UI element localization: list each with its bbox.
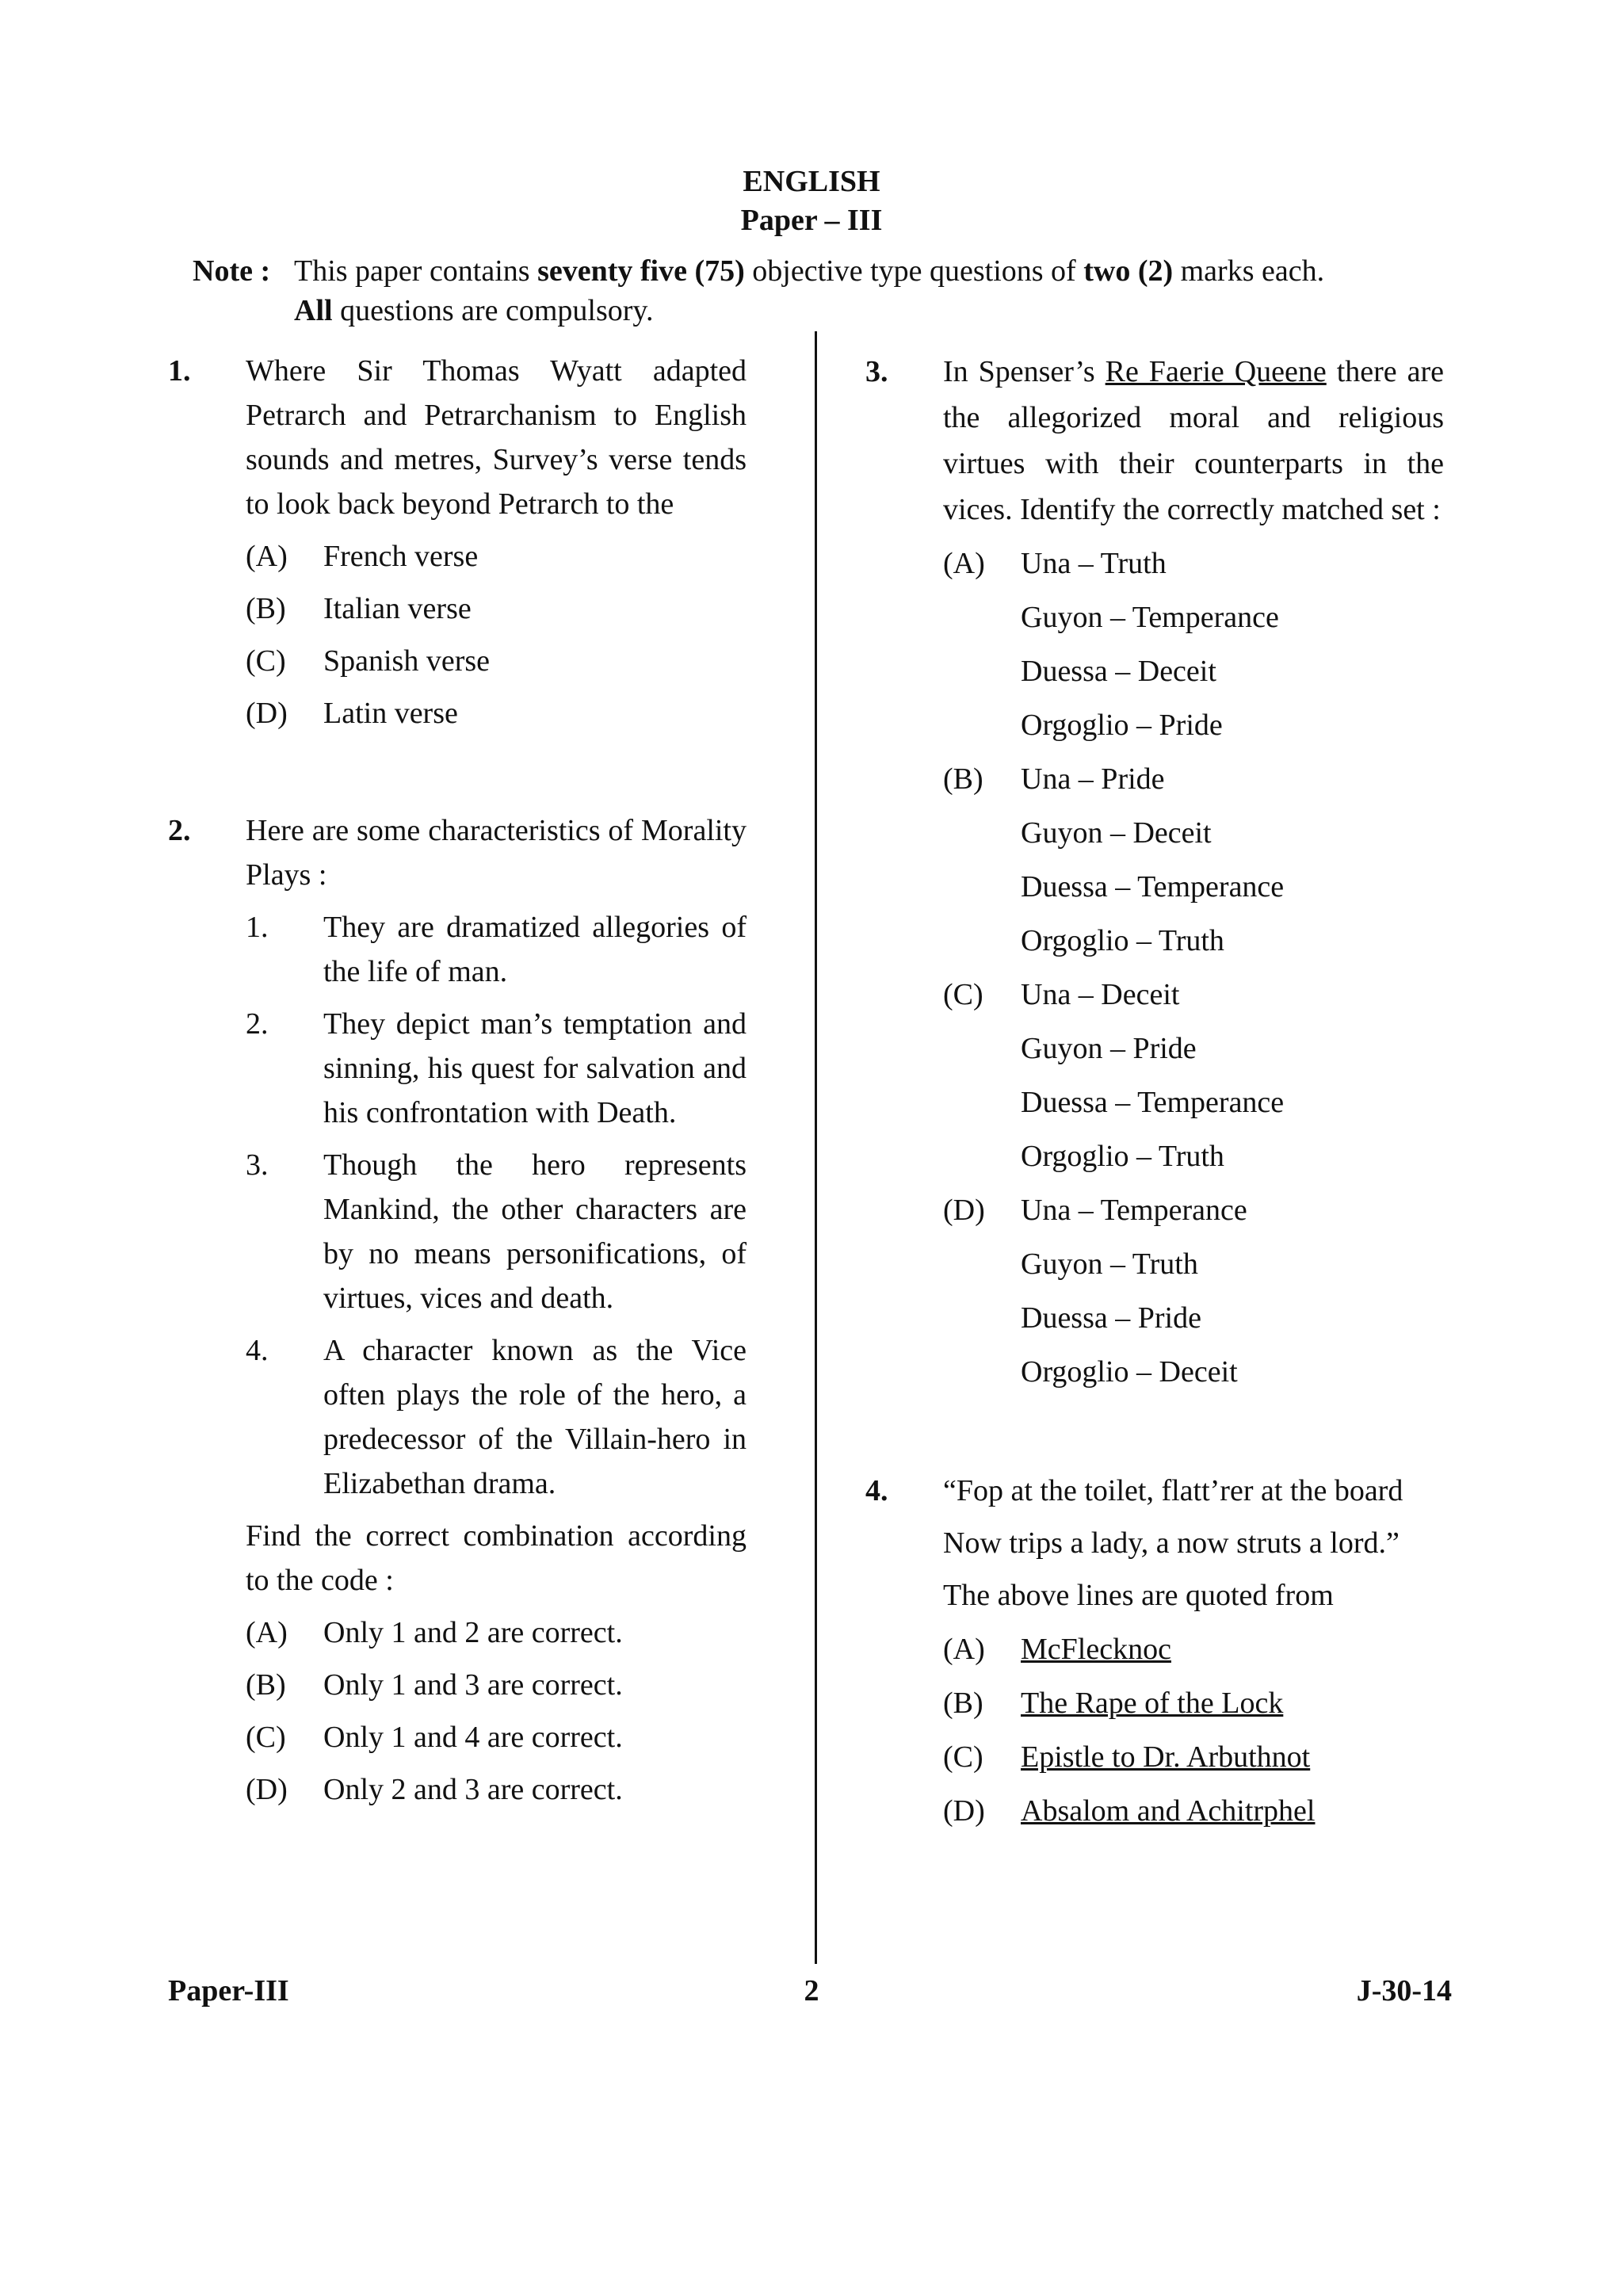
option-line: Orgoglio – Truth	[1021, 924, 1224, 957]
option-a	[246, 1610, 747, 1655]
option-c	[246, 639, 747, 683]
option-b	[943, 756, 1444, 802]
option-c	[943, 972, 1444, 1018]
option-text: Epistle to Dr. Arbuthnot	[1021, 1740, 1311, 1774]
option-b	[246, 1663, 747, 1707]
option-letter: (C)	[246, 644, 286, 678]
option-text: Only 1 and 2 are correct.	[323, 1616, 623, 1649]
item-text: They are dramatized allegories of the life of man.	[323, 911, 747, 988]
right-column	[865, 349, 1444, 1834]
note-text-part: marks each.	[1173, 254, 1325, 288]
item-number: 3.	[246, 1148, 269, 1182]
option-a	[943, 1626, 1444, 1672]
option-letter: (C)	[943, 978, 983, 1011]
option-letter: (B)	[943, 1687, 983, 1720]
option-line: Una – Deceit	[1021, 978, 1180, 1011]
option-letter: (A)	[943, 547, 985, 580]
list-item	[246, 1328, 747, 1506]
option-line: Guyon – Temperance	[1021, 601, 1279, 634]
item-text: A character known as the Vice often plays the role of the hero, a predecessor of the Villain-hero in Elizabethan drama.	[323, 1334, 747, 1500]
quote-line: Now trips a lady, a now struts a lord.”	[943, 1526, 1400, 1560]
item-number: 2.	[246, 1007, 269, 1041]
list-item	[246, 1002, 747, 1135]
note-text	[294, 251, 1483, 330]
option-letter: (A)	[246, 540, 288, 573]
option-letter: (D)	[246, 1773, 288, 1806]
footer-code: J-30-14	[1356, 1974, 1452, 2008]
note-count-bold: seventy five (75)	[537, 254, 745, 288]
option-letter: (A)	[246, 1616, 288, 1649]
option-line: Duessa – Deceit	[1021, 655, 1216, 688]
question-3	[865, 349, 1444, 1395]
note-text-part: questions are compulsory.	[332, 294, 654, 327]
option-line: Orgoglio – Truth	[1021, 1140, 1224, 1173]
option-c	[246, 1715, 747, 1759]
item-number: 4.	[246, 1334, 269, 1367]
question-4	[865, 1468, 1444, 1834]
list-item	[246, 1143, 747, 1320]
option-text: The Rape of the Lock	[1021, 1687, 1284, 1720]
option-text: McFlecknoc	[1021, 1633, 1171, 1666]
option-d	[246, 1767, 747, 1812]
question-2	[168, 808, 747, 1812]
option-line: Guyon – Truth	[1021, 1247, 1198, 1281]
quote-line: “Fop at the toilet, flatt’rer at the board	[943, 1474, 1403, 1507]
note-all-bold: All	[294, 294, 333, 327]
page-title: ENGLISH	[743, 165, 880, 198]
stem-text: In Spenser’s	[943, 355, 1106, 388]
question-stem: Where Sir Thomas Wyatt adapted Petrarch and Petrarchanism to English sounds and metres, Survey’s verse tends to look back beyond Petrarch to the	[246, 354, 747, 521]
option-b	[246, 586, 747, 631]
question-number: 1.	[168, 354, 191, 388]
question-number: 3.	[865, 355, 888, 388]
option-c	[943, 1734, 1444, 1780]
work-title: Re Faerie Queene	[1105, 355, 1327, 388]
column-divider	[815, 331, 817, 1964]
option-letter: (A)	[943, 1633, 985, 1666]
option-line: Orgoglio – Pride	[1021, 709, 1223, 742]
option-letter: (D)	[943, 1194, 985, 1227]
left-column	[168, 349, 747, 1812]
option-b	[943, 1680, 1444, 1726]
option-text: Spanish verse	[323, 644, 491, 678]
list-item	[246, 905, 747, 994]
option-letter: (D)	[246, 697, 288, 730]
option-text: Latin verse	[323, 697, 458, 730]
option-d	[246, 691, 747, 735]
option-line: Orgoglio – Deceit	[1021, 1355, 1238, 1389]
option-letter: (D)	[943, 1794, 985, 1828]
option-letter: (B)	[943, 762, 983, 796]
option-text: Only 1 and 4 are correct.	[323, 1721, 623, 1754]
option-line: Una – Truth	[1021, 547, 1167, 580]
option-line: Guyon – Pride	[1021, 1032, 1197, 1065]
question-stem: Here are some characteristics of Morality Plays :	[246, 814, 747, 892]
question-number: 4.	[865, 1474, 888, 1507]
option-text: Only 2 and 3 are correct.	[323, 1773, 623, 1806]
page-number: 2	[804, 1974, 819, 2008]
option-line: Duessa – Temperance	[1021, 1086, 1285, 1119]
question-stem	[943, 349, 1444, 533]
option-line: Una – Temperance	[1021, 1194, 1247, 1227]
footer-paper-label: Paper-III	[168, 1974, 289, 2008]
item-number: 1.	[246, 911, 269, 944]
note-label: Note :	[193, 254, 271, 288]
item-text: They depict man’s temptation and sinning, his quest for salvation and his confrontation with Death.	[323, 1007, 747, 1129]
option-d	[943, 1187, 1444, 1233]
stem-text: there are the allegorized moral and religious virtues with their counterparts in the vices. Identify the correctly matched set :	[943, 355, 1444, 526]
question-prompt: Find the correct combination according to the code :	[246, 1519, 747, 1597]
note-text-part: objective type questions of	[744, 254, 1084, 288]
option-d	[943, 1788, 1444, 1834]
option-letter: (B)	[246, 1668, 286, 1702]
note-marks-bold: two (2)	[1083, 254, 1174, 288]
option-a	[943, 541, 1444, 586]
option-letter: (C)	[246, 1721, 286, 1754]
note-text-part: This paper contains	[294, 254, 538, 288]
paper-subtitle: Paper – III	[740, 204, 883, 237]
question-prompt: The above lines are quoted from	[943, 1579, 1334, 1612]
question-number: 2.	[168, 814, 191, 847]
option-text: Italian verse	[323, 592, 472, 625]
option-line: Una – Pride	[1021, 762, 1165, 796]
option-text: French verse	[323, 540, 479, 573]
option-line: Duessa – Temperance	[1021, 870, 1285, 904]
option-line: Guyon – Deceit	[1021, 816, 1212, 850]
item-text: Though the hero represents Mankind, the other characters are by no means personifications, of virtues, vices and death.	[323, 1148, 747, 1315]
option-line: Duessa – Pride	[1021, 1301, 1201, 1335]
question-1	[168, 349, 747, 735]
option-a	[246, 534, 747, 579]
option-letter: (C)	[943, 1740, 983, 1774]
option-text: Absalom and Achitrphel	[1021, 1794, 1316, 1828]
option-text: Only 1 and 3 are correct.	[323, 1668, 623, 1702]
option-letter: (B)	[246, 592, 286, 625]
